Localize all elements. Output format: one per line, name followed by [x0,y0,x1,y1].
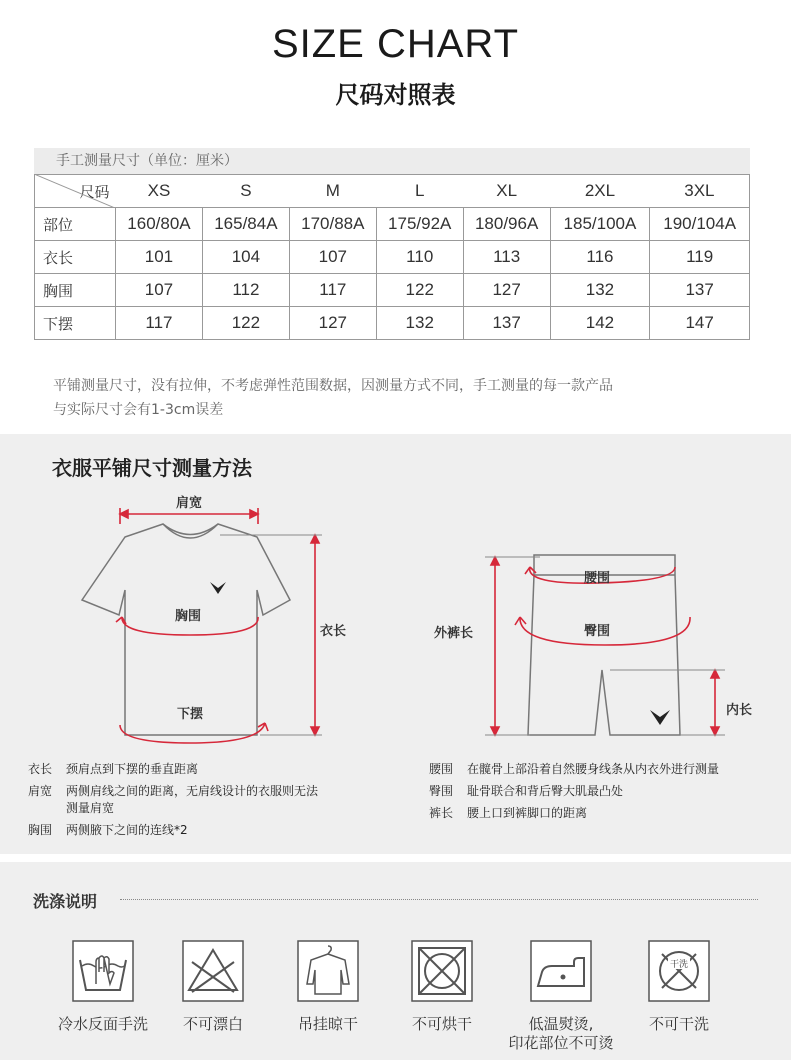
wash-label: 不可漂白 [182,1015,243,1033]
pants-descriptions [429,761,779,822]
value-cell: 113 [463,241,550,274]
method-title: 衣服平铺尺寸测量方法 [52,456,252,480]
hand-wash-icon [72,940,134,1002]
no-tumble-dry-icon [411,940,473,1002]
spec-cell: 180/96A [463,208,550,241]
value-cell: 101 [116,241,203,274]
value-cell: 119 [650,241,750,274]
hang-dry-icon [297,940,359,1002]
table-row [35,241,750,274]
wash-label [496,1015,626,1053]
shoulder-label: 肩宽 [176,496,203,511]
wash-label-line: 印花部位不可烫 [508,1034,614,1052]
value-cell: 132 [376,307,463,340]
inseam-label: 内长 [726,703,753,718]
spec-cell: 165/84A [202,208,289,241]
hip-label: 臀围 [584,624,611,639]
desc-item: 胸围 两侧腋下之间的连线*2 [28,823,188,837]
measurement-note [53,374,763,422]
row-label: 下摆 [35,307,116,340]
value-cell: 137 [650,274,750,307]
corner-top-label: 尺码 [79,183,110,201]
table-row [35,307,750,340]
page-title: SIZE CHART [271,22,520,66]
corner-bottom-label: 部位 [35,208,116,241]
size-header: M [289,175,376,208]
desc-item: 腰围 在髋骨上部沿着自然腰身线条从内衣外进行测量 [429,762,720,776]
row-label: 胸围 [35,274,116,307]
value-cell: 110 [376,241,463,274]
wash-label: 吊挂晾干 [297,1015,358,1033]
wash-label: 冷水反面手洗 [57,1015,148,1033]
table-row [35,274,750,307]
value-cell: 137 [463,307,550,340]
size-table [34,174,750,340]
size-row [35,175,750,208]
wash-label: 不可烘干 [411,1015,472,1033]
desc-item-cont: 测量肩宽 [66,801,115,815]
size-header: XL [463,175,550,208]
wash-label-line: 低温熨烫, [528,1015,594,1033]
size-header: L [376,175,463,208]
value-cell: 107 [116,274,203,307]
divider [120,899,758,900]
value-cell: 117 [116,307,203,340]
hem-ellipse [120,723,268,743]
size-header: S [202,175,289,208]
value-cell: 104 [202,241,289,274]
spec-cell: 185/100A [550,208,650,241]
size-header: 2XL [550,175,650,208]
page-subtitle: 尺码对照表 [335,81,456,109]
spec-row [35,208,750,241]
size-header: 3XL [650,175,750,208]
chest-label: 胸围 [175,609,202,624]
spec-cell: 170/88A [289,208,376,241]
row-label: 衣长 [35,241,116,274]
value-cell: 132 [550,274,650,307]
shorts-diagram [470,545,770,745]
value-cell: 117 [289,274,376,307]
inseam-arrow [610,670,725,735]
value-cell: 116 [550,241,650,274]
brand-logo-icon [650,710,670,725]
length-label: 衣长 [320,624,347,639]
dry-clean-badge: 干洗 [669,960,689,970]
desc-item: 肩宽 两侧肩线之间的距离，无肩线设计的衣服则无法 [28,784,319,798]
value-cell: 142 [550,307,650,340]
brand-logo-icon [210,582,226,594]
no-dry-clean-icon [648,940,710,1002]
desc-item: 臀围 耻骨联合和背后臀大肌最凸处 [429,784,624,798]
waist-label: 腰围 [584,571,611,586]
low-iron-icon [530,940,592,1002]
desc-item: 衣长 颈肩点到下摆的垂直距离 [28,762,199,776]
table-caption: 手工测量尺寸（单位：厘米） [34,148,750,174]
value-cell: 112 [202,274,289,307]
hem-label: 下摆 [177,707,204,722]
outseam-label: 外裤长 [434,626,474,641]
desc-item: 裤长 腰上口到裤脚口的距离 [429,806,588,820]
washing-title: 洗涤说明 [33,892,98,911]
value-cell: 127 [289,307,376,340]
value-cell: 147 [650,307,750,340]
spec-cell: 190/104A [650,208,750,241]
note-line: 与实际尺寸会有1-3cm误差 [53,402,224,418]
value-cell: 122 [376,274,463,307]
value-cell: 127 [463,274,550,307]
note-line: 平铺测量尺寸，没有拉伸，不考虑弹性范围数据，因测量方式不同，手工测量的每一款产品 [53,378,613,394]
corner-diagonal [34,174,115,208]
shirt-descriptions [28,761,398,839]
no-bleach-icon [182,940,244,1002]
spec-cell: 175/92A [376,208,463,241]
value-cell: 122 [202,307,289,340]
spec-cell: 160/80A [116,208,203,241]
value-cell: 107 [289,241,376,274]
wash-label: 不可干洗 [648,1015,709,1033]
size-header: XS [116,175,203,208]
